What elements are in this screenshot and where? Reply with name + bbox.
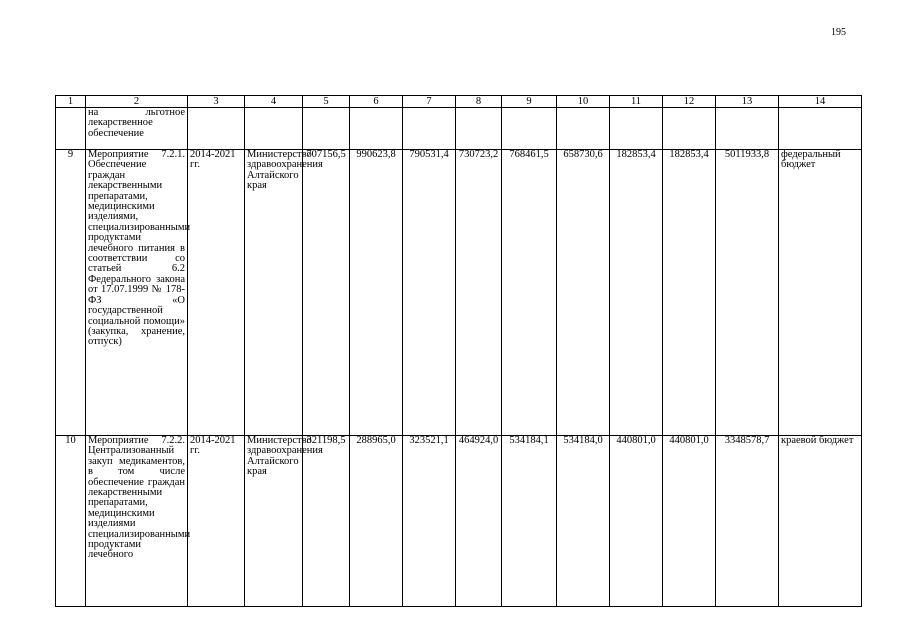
column-header: 4 [245, 96, 303, 108]
executor-cell: Министерство здравоохранения Алтайского края [245, 436, 303, 607]
value-cell: 288965,0 [350, 436, 403, 607]
total-cell [716, 108, 779, 150]
value-cell: 707156,5 [303, 150, 350, 436]
column-header: 3 [188, 96, 245, 108]
row-number: 9 [56, 150, 86, 436]
value-cell: 440801,0 [610, 436, 663, 607]
value-cell: 534184,0 [557, 436, 610, 607]
executor-cell: Министерство здравоохранения Алтайского края [245, 150, 303, 436]
page-number: 195 [831, 27, 846, 38]
header-row [56, 96, 862, 108]
value-cell: 730723,2 [456, 150, 502, 436]
measure-description: Мероприятие 7.2.1. Обеспечение граждан лекарственными препаратами, медицинскими изделиями, специализированными продуктами лечебного питания в соответствии со статьей 6.2 Федерального закона от 17.07.1999 № 178-ФЗ «О государственной социальной помощи» (закупка, хранение, отпуск) [86, 150, 188, 436]
value-cell [502, 108, 557, 150]
column-header: 2 [86, 96, 188, 108]
funding-source-cell: федеральный бюджет [779, 150, 862, 436]
budget-table [55, 95, 862, 607]
column-header: 5 [303, 96, 350, 108]
measure-description: Мероприятие 7.2.2. Централизованный закуп медикаментов, в том числе обеспечение граждан лекарственными препаратами, медицинскими изделиями специализированными продуктами лечебного [86, 436, 188, 607]
column-header: 14 [779, 96, 862, 108]
column-header: 13 [716, 96, 779, 108]
value-cell: 182853,4 [663, 150, 716, 436]
row-number: 10 [56, 436, 86, 607]
value-cell: 768461,5 [502, 150, 557, 436]
value-cell [610, 108, 663, 150]
column-header: 10 [557, 96, 610, 108]
table-row-10 [56, 436, 862, 607]
column-header: 8 [456, 96, 502, 108]
value-cell [557, 108, 610, 150]
row-number [56, 108, 86, 150]
value-cell: 534184,1 [502, 436, 557, 607]
column-header: 6 [350, 96, 403, 108]
funding-source-cell: краевой бюджет [779, 436, 862, 607]
period-cell: 2014-2021 гг. [188, 150, 245, 436]
period-cell: 2014-2021 гг. [188, 436, 245, 607]
value-cell: 658730,6 [557, 150, 610, 436]
executor-cell [245, 108, 303, 150]
value-cell [403, 108, 456, 150]
funding-source-cell [779, 108, 862, 150]
total-cell: 3348578,7 [716, 436, 779, 607]
value-cell [350, 108, 403, 150]
column-header: 12 [663, 96, 716, 108]
value-cell: 440801,0 [663, 436, 716, 607]
value-cell [456, 108, 502, 150]
value-cell: 464924,0 [456, 436, 502, 607]
column-header: 1 [56, 96, 86, 108]
measure-description: на льготное лекарственное обеспечение [86, 108, 188, 150]
table-row-9 [56, 150, 862, 436]
value-cell [303, 108, 350, 150]
value-cell: 323521,1 [403, 436, 456, 607]
value-cell: 790531,4 [403, 150, 456, 436]
period-cell [188, 108, 245, 150]
value-cell: 990623,8 [350, 150, 403, 436]
column-header: 7 [403, 96, 456, 108]
column-header: 11 [610, 96, 663, 108]
column-header: 9 [502, 96, 557, 108]
total-cell: 5011933,8 [716, 150, 779, 436]
value-cell: 182853,4 [610, 150, 663, 436]
table-row-continuation [56, 108, 862, 150]
value-cell: 321198,5 [303, 436, 350, 607]
value-cell [663, 108, 716, 150]
